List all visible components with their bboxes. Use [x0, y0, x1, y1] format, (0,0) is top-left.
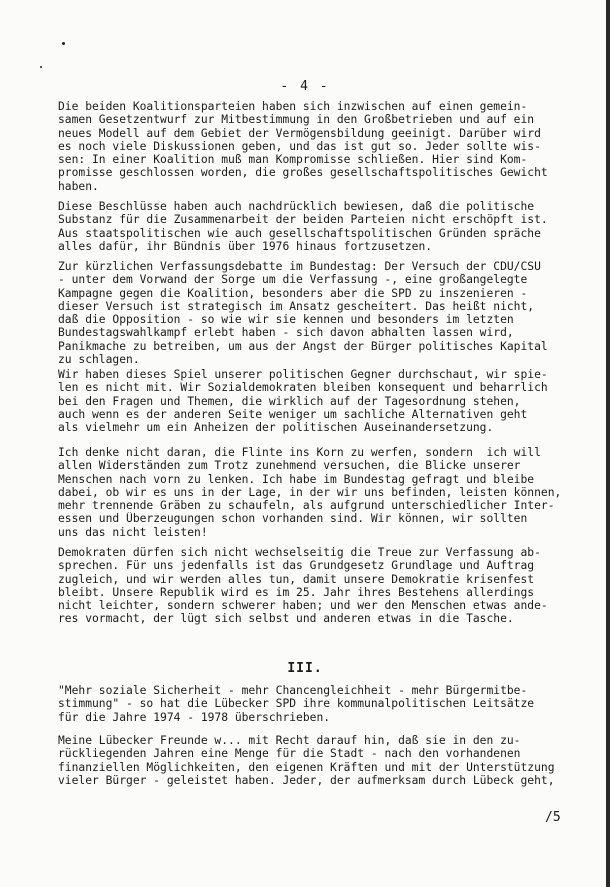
text-line: neues Modell auf dem Gebiet der Vermögensbildung geeinigt. Darüber wird [58, 126, 541, 140]
text-line: bleibt. Unsere Republik wird es im 25. Jahr ihres Bestehens allerdings [58, 585, 535, 599]
text-line: Bundestagswahlkampf erlebt haben - sich davon abhalten lassen wird, [58, 326, 514, 340]
text-line: zu schlagen. [58, 353, 140, 367]
text-line: Wir haben dieses Spiel unserer politischen Gegner durchschaut, wir spie- [58, 368, 548, 381]
text-line: rückliegenden Jahren eine Menge für die Stadt - nach den vorhandenen [58, 747, 521, 761]
text-line: Kampagne gegen die Koalition, besonders aber die SPD zu inszenieren - [58, 286, 528, 300]
text-line: dabei, ob wir es uns in der Lage, in der wir uns befinden, leisten können, [58, 485, 562, 499]
text-line: Panikmache zu betreiben, um aus der Angst der Bürger politisches Kapital [58, 339, 548, 353]
text-line: essen und Überzeugungen schon vorhanden sind. Wir können, wir sollten [58, 512, 528, 526]
scan-speck [40, 66, 42, 68]
paragraph-4 [58, 368, 586, 434]
paragraph-5 [58, 446, 586, 539]
text-line: auch wenn es der anderen Seite weniger um sachliche Alternativen geht [58, 407, 528, 421]
text-line: finanziellen Möglichkeiten, den eigenen Kräften und mit der Unterstützung [58, 760, 555, 774]
paragraph-1 [58, 100, 586, 193]
text-line: Menschen nach vorn zu lenken. Ich habe im Bundestag gefragt und bleibe [58, 472, 535, 486]
text-line: Zur kürzlichen Verfassungsdebatte im Bundestag: Der Versuch der CDU/CSU [58, 260, 541, 273]
paragraph-6 [58, 546, 586, 626]
text-line: res vormacht, der lügt sich selbst und anderen etwas in die Tasche. [58, 612, 514, 626]
text-line: Die beiden Koalitionsparteien haben sich inzwischen auf einen gemein- [58, 100, 528, 113]
scan-edge [606, 0, 610, 887]
text-line: für die Jahre 1974 - 1978 überschrieben. [58, 710, 331, 724]
text-line: sprechen. Für uns jedenfalls ist das Grundgesetz Grundlage und Auftrag [58, 559, 535, 573]
text-line: alles dafür, ihr Bündnis über 1976 hinaus fortzusetzen. [58, 239, 433, 253]
text-line: daß die Opposition - so wie wir sie kennen und besonders im letzten [58, 313, 514, 327]
text-line: promisse geschlossen worden, die großes gesellschaftspolitisches Gewicht [58, 166, 548, 180]
text-line: Meine Lübecker Freunde w... mit Recht darauf hin, daß sie in den zu- [58, 734, 521, 747]
paragraph-3 [58, 260, 586, 366]
text-line: Ich denke nicht daran, die Flinte ins Korn zu werfen, sondern ich will [58, 446, 541, 459]
text-line: als vielmehr um ein Anheizen der politischen Auseinandersetzung. [58, 421, 494, 435]
text-line: samen Gesetzentwurf zur Mitbestimmung in den Großbetrieben und auf ein [58, 113, 535, 127]
text-line: vieler Bürger - geleistet haben. Jeder, der aufmerksam durch Lübeck geht, [58, 773, 555, 787]
text-line: bei den Fragen und Themen, die wirklich auf der Tagesordnung stehen, [58, 394, 521, 408]
text-line: Aus staatspolitischen wie auch gesellschaftspolitischen Gründen spräche [58, 226, 541, 240]
text-line: uns das nicht leisten! [58, 525, 208, 539]
page-number: - 4 - [280, 79, 330, 94]
text-line: Demokraten dürfen sich nicht wechselseitig die Treue zur Verfassung ab- [58, 546, 541, 559]
text-line: stimmung" - so hat die Lübecker SPD ihre kommunalpolitischen Leitsätze [58, 697, 535, 711]
text-line: allen Widerständen zum Trotz zunehmend versuchen, die Blicke unserer [58, 459, 521, 473]
text-line: sen: In einer Koalition muß man Kompromisse schließen. Hier sind Kom- [58, 153, 528, 167]
paragraph-7 [58, 684, 586, 724]
paragraph-2 [58, 200, 586, 253]
text-line: Diese Beschlüsse haben auch nachdrücklich bewiesen, daß die politische [58, 200, 535, 213]
continuation-mark: /5 [545, 810, 561, 825]
text-line: zugleich, und wir werden alles tun, damit unsere Demokratie krisenfest [58, 572, 535, 586]
text-line: es noch viele Diskussionen geben, und das ist gut so. Jeder sollte wis- [58, 139, 541, 153]
text-line: - unter dem Vorwand der Sorge um die Verfassung -, eine großangelegte [58, 273, 528, 287]
scan-speck [62, 42, 65, 45]
text-line: "Mehr soziale Sicherheit - mehr Chancengleichheit - mehr Bürgermitbe- [58, 684, 528, 697]
text-line: mehr trennende Gräben zu schaufeln, als aufgrund unterschiedlicher Inter- [58, 499, 555, 513]
text-line: haben. [58, 179, 99, 193]
text-line: nicht leichter, sondern schwerer haben; und wer den Menschen etwas ande- [58, 599, 548, 613]
section-heading: III. [287, 661, 323, 676]
text-line: dieser Versuch ist strategisch im Ansatz gescheitert. Das heißt nicht, [58, 299, 535, 313]
text-line: len es nicht mit. Wir Sozialdemokraten bleiben konsequent und beharrlich [58, 381, 548, 395]
paragraph-8 [58, 734, 586, 787]
text-line: Substanz für die Zusammenarbeit der beiden Parteien nicht erschöpft ist. [58, 213, 548, 227]
